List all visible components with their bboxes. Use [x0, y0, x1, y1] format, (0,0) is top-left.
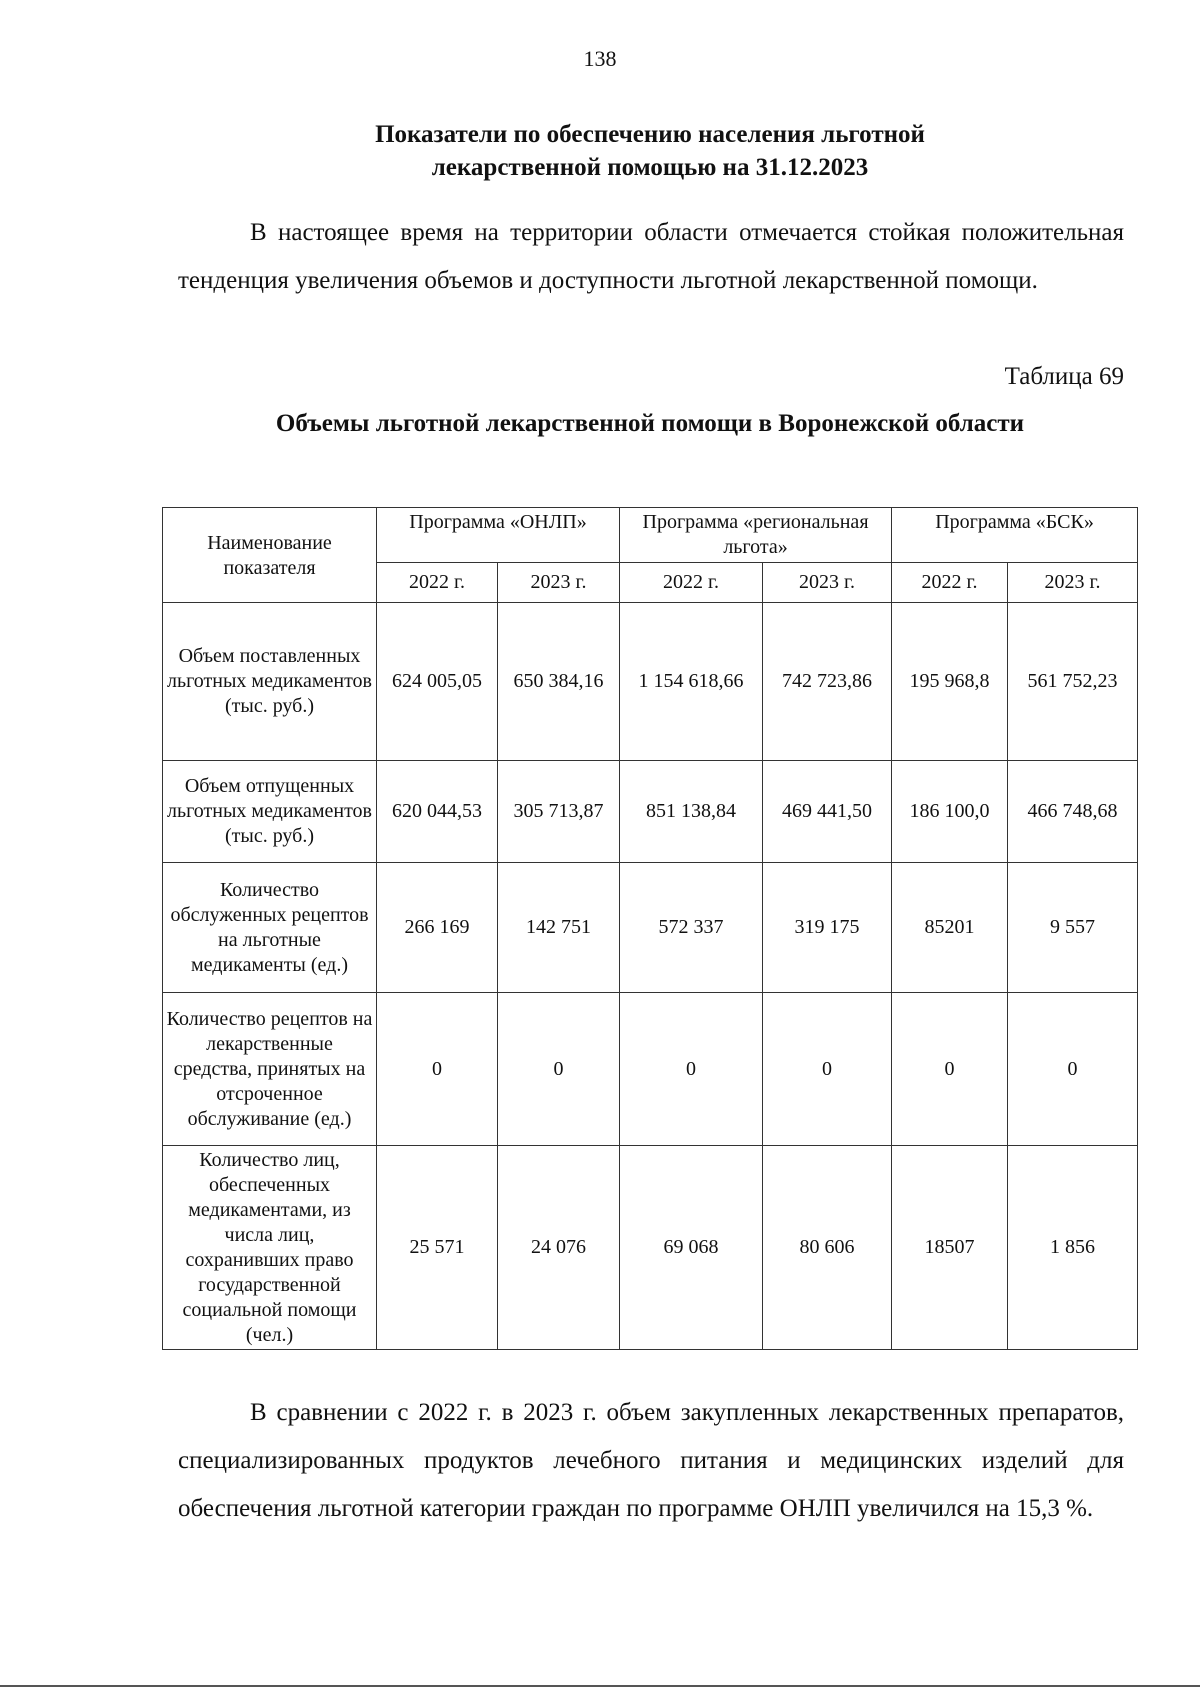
table-row: [163, 993, 1138, 1146]
table-cell: 1 154 618,66: [620, 603, 763, 761]
table-cell: 69 068: [620, 1146, 763, 1350]
bottom-rule: [0, 1685, 1200, 1687]
table-cell: 142 751: [498, 863, 620, 993]
program-header-regional: Программа «региональная льгота»: [620, 508, 892, 563]
table-cell: 851 138,84: [620, 761, 763, 863]
table-cell: 0: [498, 993, 620, 1146]
table-row: [163, 1146, 1138, 1350]
table-row: [163, 603, 1138, 761]
table-cell: 620 044,53: [377, 761, 498, 863]
section-heading-line-1: Показатели по обеспечению населения льготной: [375, 121, 925, 148]
table-cell: 469 441,50: [763, 761, 892, 863]
table-cell: 742 723,86: [763, 603, 892, 761]
row-label: Количество обслуженных рецептов на льготные медикаменты (ед.): [163, 863, 377, 993]
closing-paragraph: [178, 1389, 1124, 1533]
table-cell: 0: [377, 993, 498, 1146]
program-header-bsk: Программа «БСК»: [892, 508, 1138, 563]
section-heading: [250, 118, 1050, 184]
row-label: Объем отпущенных льготных медикаментов (тыс. руб.): [163, 761, 377, 863]
table-cell: 466 748,68: [1008, 761, 1138, 863]
table-cell: 25 571: [377, 1146, 498, 1350]
table-cell: 572 337: [620, 863, 763, 993]
intro-paragraph: [178, 209, 1124, 305]
table-cell: 24 076: [498, 1146, 620, 1350]
table-cell: 0: [892, 993, 1008, 1146]
section-heading-line-2: лекарственной помощью на 31.12.2023: [431, 154, 869, 181]
table-header-row: [163, 508, 1138, 563]
table-cell: 319 175: [763, 863, 892, 993]
table-cell: 18507: [892, 1146, 1008, 1350]
closing-paragraph-text: В сравнении с 2022 г. в 2023 г. объем закупленных лекарственных препаратов, специализированных продуктов лечебного питания и медицинских изделий для обеспечения льготной категории граждан по программе ОНЛП увеличился на 15,3 %.: [178, 1399, 1124, 1522]
table-cell: 0: [620, 993, 763, 1146]
table-cell: 85201: [892, 863, 1008, 993]
name-column-header: Наименование показателя: [163, 508, 377, 603]
year-header: 2023 г.: [763, 563, 892, 603]
year-header: 2022 г.: [892, 563, 1008, 603]
data-table: [162, 507, 1138, 1350]
table-cell: 561 752,23: [1008, 603, 1138, 761]
table-cell: 266 169: [377, 863, 498, 993]
row-label: Количество лиц, обеспеченных медикаментами, из числа лиц, сохранивших право государственной социальной помощи (чел.): [163, 1146, 377, 1350]
intro-paragraph-text: В настоящее время на территории области отмечается стойкая положительная тенденция увеличения объемов и доступности льготной лекарственной помощи.: [178, 219, 1124, 294]
table-row: [163, 761, 1138, 863]
table-cell: 186 100,0: [892, 761, 1008, 863]
row-label: Объем поставленных льготных медикаментов (тыс. руб.): [163, 603, 377, 761]
table-cell: 0: [1008, 993, 1138, 1146]
table-title: Объемы льготной лекарственной помощи в Воронежской области: [275, 410, 1025, 437]
table-label: Таблица 69: [1004, 363, 1124, 390]
table-cell: 9 557: [1008, 863, 1138, 993]
table-cell: 650 384,16: [498, 603, 620, 761]
table-cell: 0: [763, 993, 892, 1146]
year-header: 2022 г.: [377, 563, 498, 603]
year-header: 2023 г.: [498, 563, 620, 603]
table-cell: 80 606: [763, 1146, 892, 1350]
program-header-onlp: Программа «ОНЛП»: [377, 508, 620, 563]
year-header: 2022 г.: [620, 563, 763, 603]
year-header: 2023 г.: [1008, 563, 1138, 603]
table-cell: 305 713,87: [498, 761, 620, 863]
table-row: [163, 863, 1138, 993]
row-label: Количество рецептов на лекарственные средства, принятых на отсроченное обслуживание (ед.): [163, 993, 377, 1146]
page-number: 138: [583, 46, 617, 71]
table-cell: 624 005,05: [377, 603, 498, 761]
table-cell: 1 856: [1008, 1146, 1138, 1350]
table-cell: 195 968,8: [892, 603, 1008, 761]
